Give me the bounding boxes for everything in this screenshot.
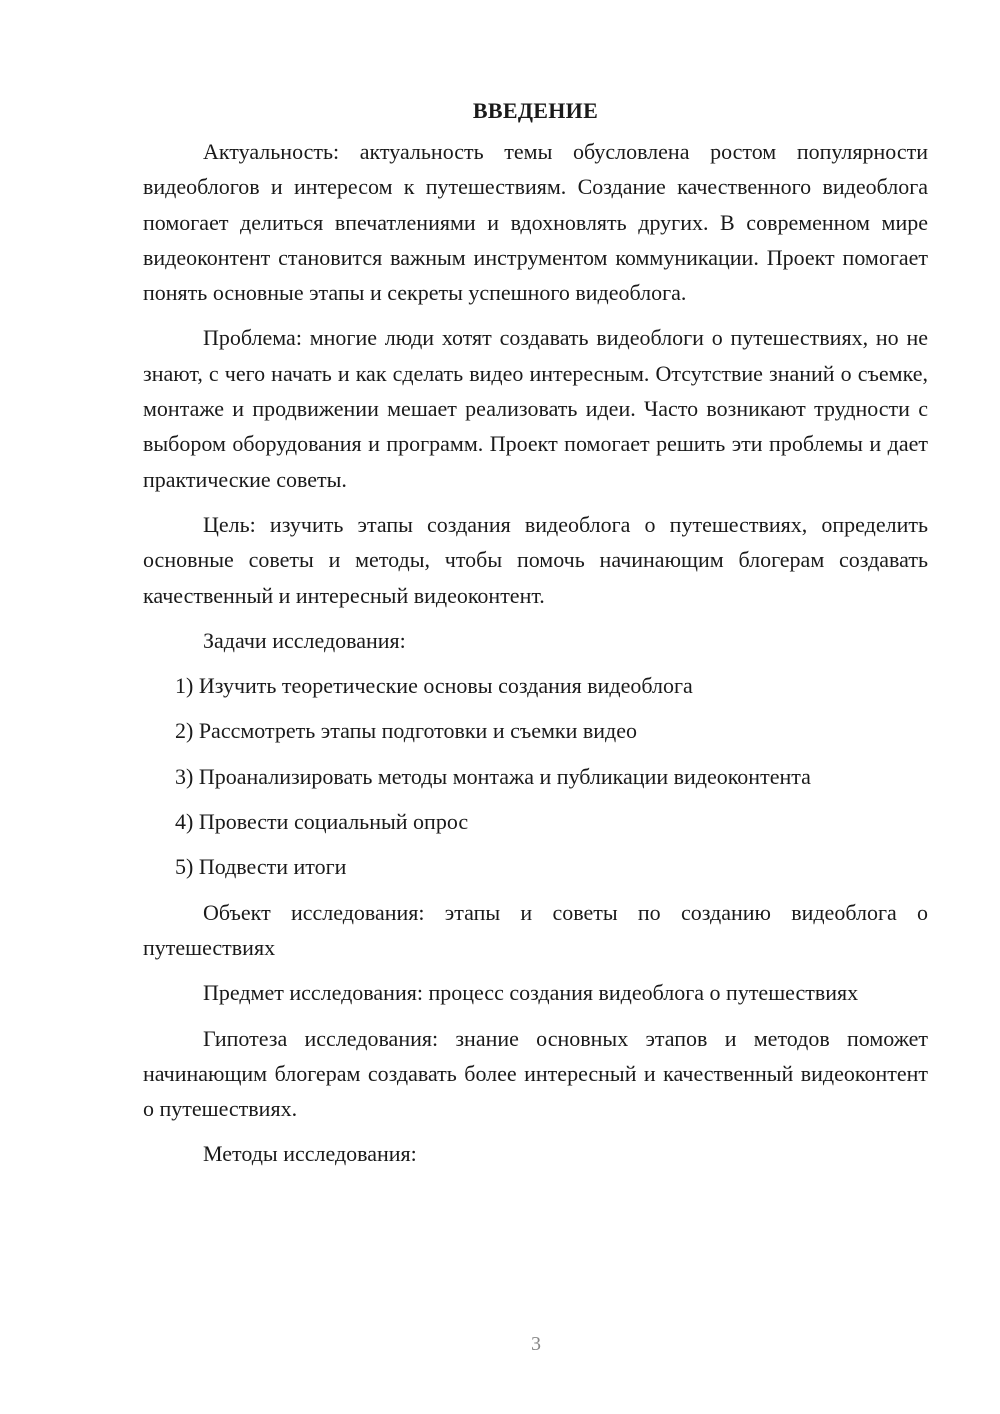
page-title: ВВЕДЕНИЕ: [472, 98, 599, 123]
list-item: 2) Рассмотреть этапы подготовки и съемки видео: [175, 718, 638, 744]
tasks-heading: Задачи исследования:: [203, 627, 406, 653]
document-page: [143, 93, 928, 1182]
list-item: 1) Изучить теоретические основы создания видеоблога: [175, 673, 693, 699]
tasks-list: [143, 668, 928, 884]
methods-heading: Методы исследования:: [203, 1141, 417, 1167]
list-item: 4) Провести социальный опрос: [175, 809, 469, 835]
paragraph-object: Объект исследования: этапы и советы по созданию видеоблога о путешествиях: [143, 899, 928, 960]
paragraph-relevance: Актуальность: актуальность темы обусловлена ростом популярности видеоблогов и интересом к путешествиям. Создание качественного видеоблога помогает делиться впечатлениями и вдохновлять других. В современном мире видеоконтент становится важным инструментом коммуникации. Проект помогает понять основные этапы и секреты успешного видеоблога.: [143, 139, 928, 306]
list-item: 3) Проанализировать методы монтажа и публикации видеоконтента: [175, 763, 811, 789]
page-number: 3: [531, 1333, 541, 1355]
paragraph-hypothesis: Гипотеза исследования: знание основных этапов и методов поможет начинающим блогерам создавать более интересный и качественный видеоконтент о путешествиях.: [143, 1025, 928, 1122]
list-item: 5) Подвести итоги: [175, 854, 347, 880]
paragraph-goal: Цель: изучить этапы создания видеоблога о путешествиях, определить основные советы и методы, чтобы помочь начинающим блогерам создавать качественный и интересный видеоконтент.: [143, 511, 928, 608]
paragraph-problem: Проблема: многие люди хотят создавать видеоблоги о путешествиях, но не знают, с чего начать и как сделать видео интересным. Отсутствие знаний о съемке, монтаже и продвижении мешает реализовать идеи. Часто возникают трудности с выбором оборудования и программ. Проект помогает решить эти проблемы и дает практические советы.: [143, 325, 928, 492]
paragraph-subject: Предмет исследования: процесс создания видеоблога о путешествиях: [203, 980, 859, 1006]
